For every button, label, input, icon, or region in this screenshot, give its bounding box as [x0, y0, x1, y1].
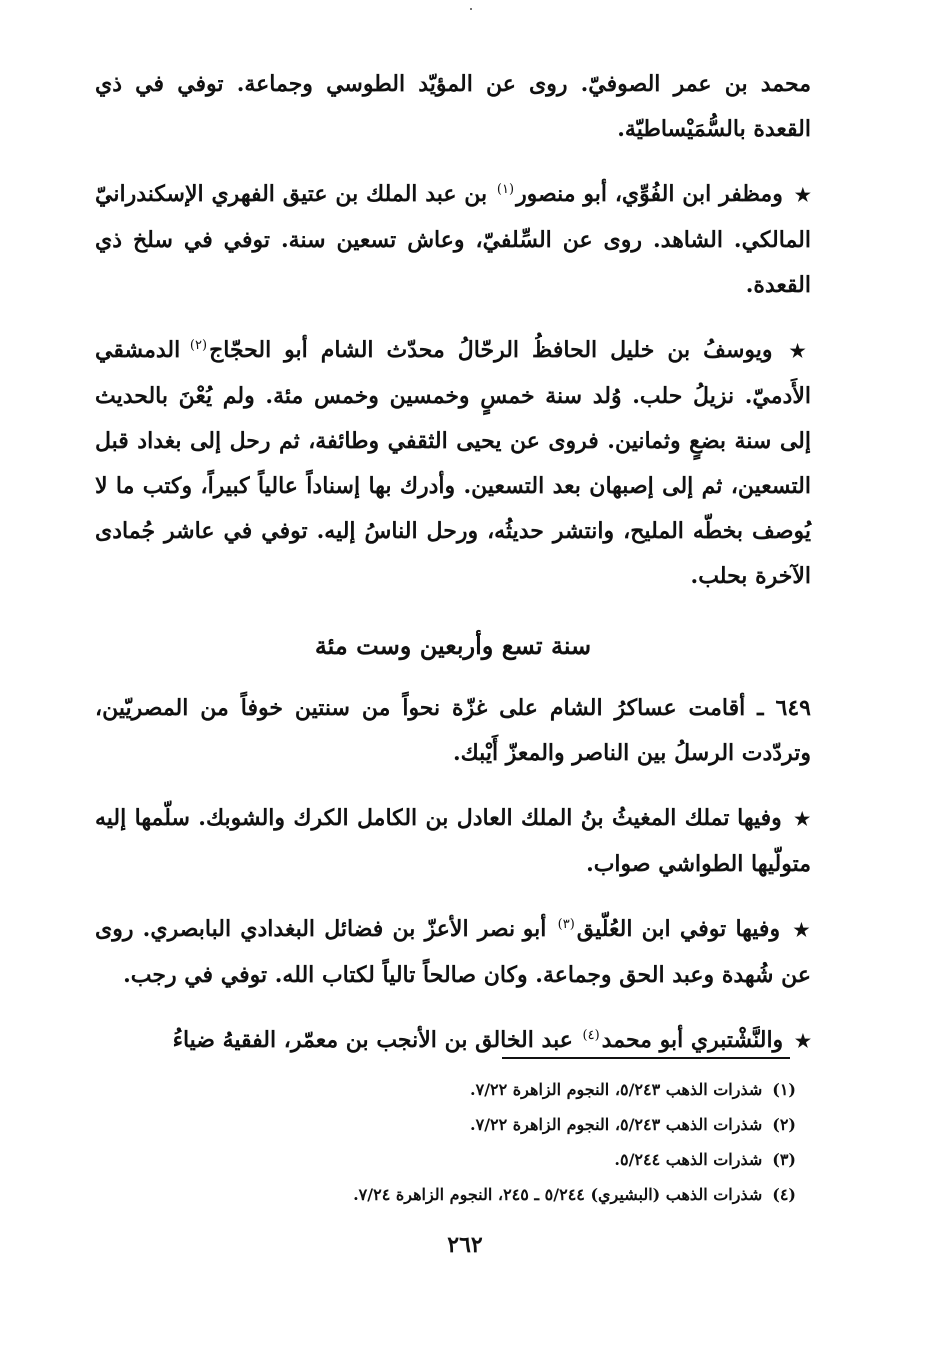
- footnote-text: شذرات الذهب ٥/٢٤٤.: [614, 1150, 763, 1169]
- star-marker: ★: [793, 920, 812, 941]
- footnote-divider: [502, 1057, 790, 1059]
- footnote-ref-2: (٢): [189, 337, 208, 353]
- star-marker: ★: [794, 1031, 811, 1052]
- paragraph-6-part1: وفيها توفي ابن العُلّيق: [576, 916, 781, 942]
- footnote-number: (١): [772, 1080, 796, 1099]
- paragraph-3: [95, 328, 811, 599]
- paragraph-1-text: محمد بن عمر الصوفيّ. روى عن المؤيّد الطوسي وجماعة. توفي في ذي القعدة بالسُّمَيْساطيّة.: [95, 71, 811, 142]
- paragraph-2-part2: بن عبد الملك بن عتيق الفهري الإسكندرانيّ المالكي. الشاهد. روى عن السِّلفيّ، وعاش تسعين سنة. توفي في سلخ ذي القعدة.: [95, 181, 811, 298]
- footnote-ref-4: (٤): [582, 1027, 600, 1043]
- footnote-text: شذرات الذهب (البشيري) ٥/٢٤٤ ـ ٢٤٥، النجوم الزاهرة ٧/٢٤.: [353, 1185, 763, 1204]
- paragraph-2: [95, 172, 811, 308]
- footnote-2: [200, 1107, 796, 1142]
- footnote-text: شذرات الذهب ٥/٢٤٣، النجوم الزاهرة ٧/٢٢.: [470, 1115, 763, 1134]
- star-marker: ★: [789, 341, 811, 362]
- paragraph-2-part1: ومظفر ابن الفُوِّي، أبو منصور: [516, 181, 783, 207]
- footnote-1: [200, 1072, 796, 1107]
- footnote-ref-1: (١): [496, 181, 515, 197]
- footnote-4: [200, 1177, 796, 1212]
- footnote-number: (٣): [772, 1150, 796, 1169]
- paragraph-7-part2: عبد الخالق بن الأنجب بن معمّر، الفقيهُ ضياءُ: [172, 1027, 573, 1053]
- footnote-number: (٢): [772, 1115, 796, 1134]
- paragraph-6: [95, 907, 811, 998]
- paragraph-4: [95, 686, 811, 776]
- paragraph-3-part1: ويوسفُ بن خليل الحافظُ الرحّالُ محدّث الشام أبو الحجّاج: [209, 337, 773, 363]
- star-marker: ★: [794, 809, 811, 830]
- footnote-number: (٤): [772, 1185, 796, 1204]
- paragraph-5-text: وفيها تملك المغيثُ بنُ الملك العادل بن الكامل الكرك والشوبك. سلّمها إليه متولّيها الطواشي صواب.: [95, 805, 811, 877]
- paragraph-7-part1: والنَّشْتبري أبو محمد: [601, 1027, 784, 1053]
- paragraph-1: [95, 62, 811, 152]
- paragraph-5: [95, 796, 811, 887]
- footnotes: [200, 1072, 796, 1212]
- star-marker: ★: [794, 185, 812, 206]
- main-text: [95, 62, 811, 1084]
- footnote-3: [200, 1142, 796, 1177]
- paragraph-3-part2: الدمشقي الأَدميّ. نزيلُ حلب. وُلد سنة خمسٍ وخمسين وخمس مئة. ولم يُعْنَ بالحديث إلى سنة بضعٍ وثمانين. فروى عن يحيى الثقفي وطائفة، ثم رحل إلى بغداد قبل التسعين، ثم إلى إصبهان بعد التسعين. وأدرك بها إسناداً عالياً كبيراً، وكتب ما لا يُوصف بخطّه المليح، وانتشر حديثُه، ورحل الناسُ إليه. توفي في عاشر جُمادى الآخرة بحلب.: [95, 337, 811, 589]
- footnote-ref-3: (٣): [557, 916, 575, 932]
- paragraph-6-part2: أبو نصر الأعزّ بن فضائل البغدادي البابصري. روى عن شُهدة وعبد الحق وجماعة. وكان صالحاً تالياً لكتاب الله. توفي في رجب.: [95, 916, 811, 988]
- page-number: ٢٦٢: [447, 1232, 483, 1258]
- scan-mark: [470, 8, 472, 10]
- footnote-text: شذرات الذهب ٥/٢٤٣، النجوم الزاهرة ٧/٢٢.: [470, 1080, 763, 1099]
- section-heading: سنة تسع وأربعين وست مئة: [314, 631, 592, 660]
- paragraph-4-text: ٦٤٩ ـ أقامت عساكرُ الشام على غزّة نحواً من سنتين خوفاً من المصريّين، وتردّدت الرسلُ بين الناصر والمعزّ أَيْبك.: [95, 695, 811, 766]
